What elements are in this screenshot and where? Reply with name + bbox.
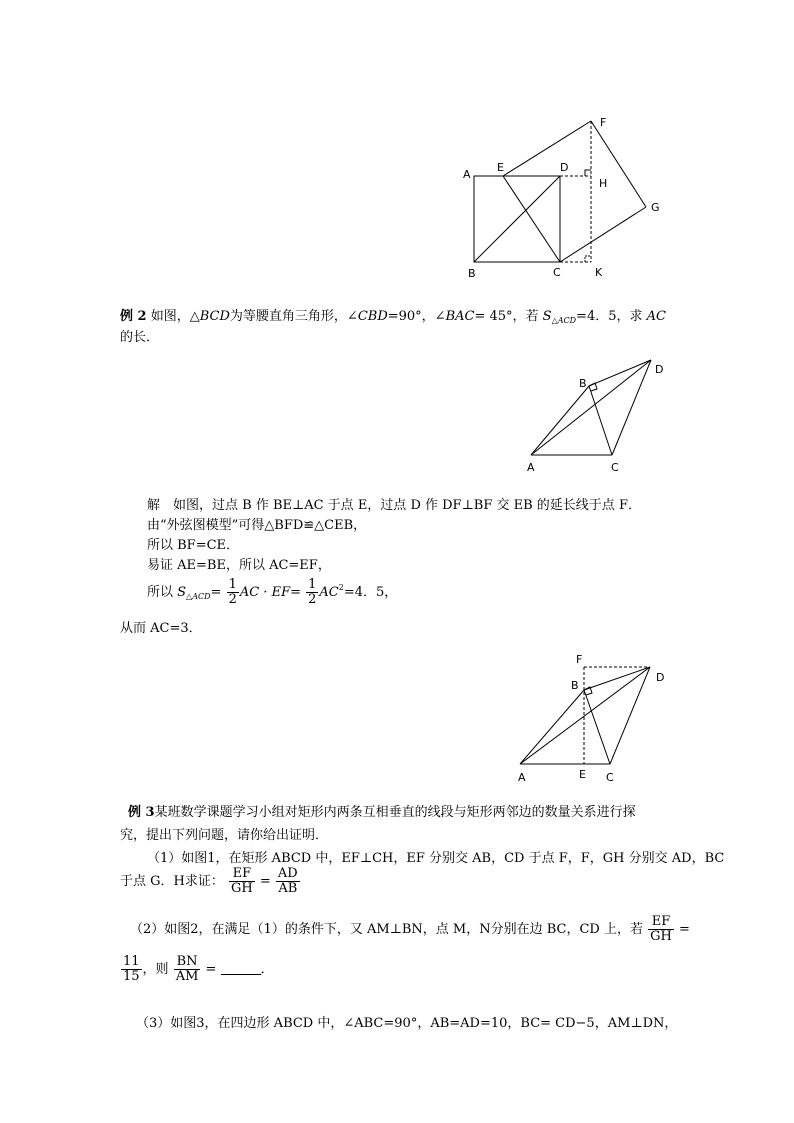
fig3-label-e: E <box>579 768 586 781</box>
example3-part1-line2: 于点 G．H求证： $\frac{EF}{GH}$ = $\frac{AD}{AB}$ <box>120 866 298 896</box>
label-e: E <box>497 161 504 174</box>
fraction-ef-gh-2: $\frac{EF}{GH}$ <box>650 914 672 944</box>
fraction-half-1: $\frac{1}{2}$ <box>228 577 237 607</box>
answer-blank[interactable] <box>221 962 261 975</box>
label-h: H <box>599 177 608 190</box>
solution-line3: 所以 BF=CE． <box>147 538 240 553</box>
solution-line1: 解 如图，过点 B 作 BE⊥AC 于点 E，过点 D 作 DF⊥BF 交 EB 的延长线于点 F． <box>147 498 641 513</box>
fraction-bn-am: $\frac{BN}{AM}$ <box>175 954 199 984</box>
fig3-label-d: D <box>656 671 665 684</box>
solution-line2: 由“外弦图模型”可得△BFD≌△CEB， <box>147 518 367 533</box>
example2-line1: 例 2 如图，△BCD为等腰直角三角形，∠CBD=90°，∠BAC= 45°，若 $S_{\triangle ACD}=4$．5，求 AC <box>120 309 666 325</box>
figure-1 <box>455 110 675 285</box>
example2-line2: 的长． <box>120 330 160 345</box>
fraction-half-2: $\frac{1}{2}$ <box>308 577 317 607</box>
solution-line6: 从而 AC=3． <box>120 621 202 636</box>
fraction-ef-gh: $\frac{EF}{GH}$ <box>231 866 253 896</box>
example3-title: 例 3 <box>128 805 155 820</box>
fig3-label-b: B <box>571 679 579 692</box>
fig2-label-d: D <box>655 363 664 376</box>
solution-line4: 易证 AE=BE，所以 AC=EF， <box>147 558 331 573</box>
fig2-label-b: B <box>579 377 587 390</box>
example3-part2-line2: $\frac{11}{15}$ ，则 $\frac{BN}{AM}$ = ． <box>123 954 274 984</box>
example2-title: 例 2 <box>120 309 147 324</box>
solution-line5: 所以 $S_{\triangle ACD}=$ $\frac{1}{2}$ AC · EF= $\frac{1}{2}$ $AC^2=4$．5， <box>147 577 398 607</box>
example3-intro-line2: 究，提出下列问题，请你给出证明． <box>120 828 329 843</box>
fig3-label-a: A <box>518 771 526 784</box>
label-f: F <box>600 116 607 129</box>
fig2-label-c: C <box>611 461 619 474</box>
fig2-label-a: A <box>527 461 535 474</box>
label-k: K <box>595 266 603 279</box>
example3-part3-line1: （3）如图3，在四边形 ABCD 中，∠ABC=90°，AB=AD=10，BC= CD−5，AM⊥DN， <box>136 1016 678 1031</box>
fraction-11-15: $\frac{11}{15}$ <box>123 954 140 984</box>
example3-intro-line1: 例 3某班数学课题学习小组对矩形内两条互相垂直的线段与矩形两邻边的数量关系进行探 <box>128 805 636 820</box>
label-g: G <box>651 201 660 214</box>
fig3-label-f: F <box>576 653 583 666</box>
fig3-label-c: C <box>606 771 614 784</box>
figure-3 <box>510 650 680 785</box>
figure-2 <box>520 355 670 475</box>
label-d: D <box>560 161 569 174</box>
example3-part2-line1: （2）如图2，在满足（1）的条件下，又 AM⊥BN，点 M，N分别在边 BC，CD 上，若 $\frac{EF}{GH}$ = <box>130 914 690 944</box>
fraction-ad-ab: $\frac{AD}{AB}$ <box>277 866 298 896</box>
label-c: C <box>553 266 561 279</box>
label-b: B <box>468 267 476 280</box>
label-a: A <box>463 168 471 181</box>
example3-part1-line1: （1）如图1，在矩形 ABCD 中，EF⊥CH，EF 分别交 AB，CD 于点 F，F，GH 分别交 AD，BC <box>147 851 725 866</box>
